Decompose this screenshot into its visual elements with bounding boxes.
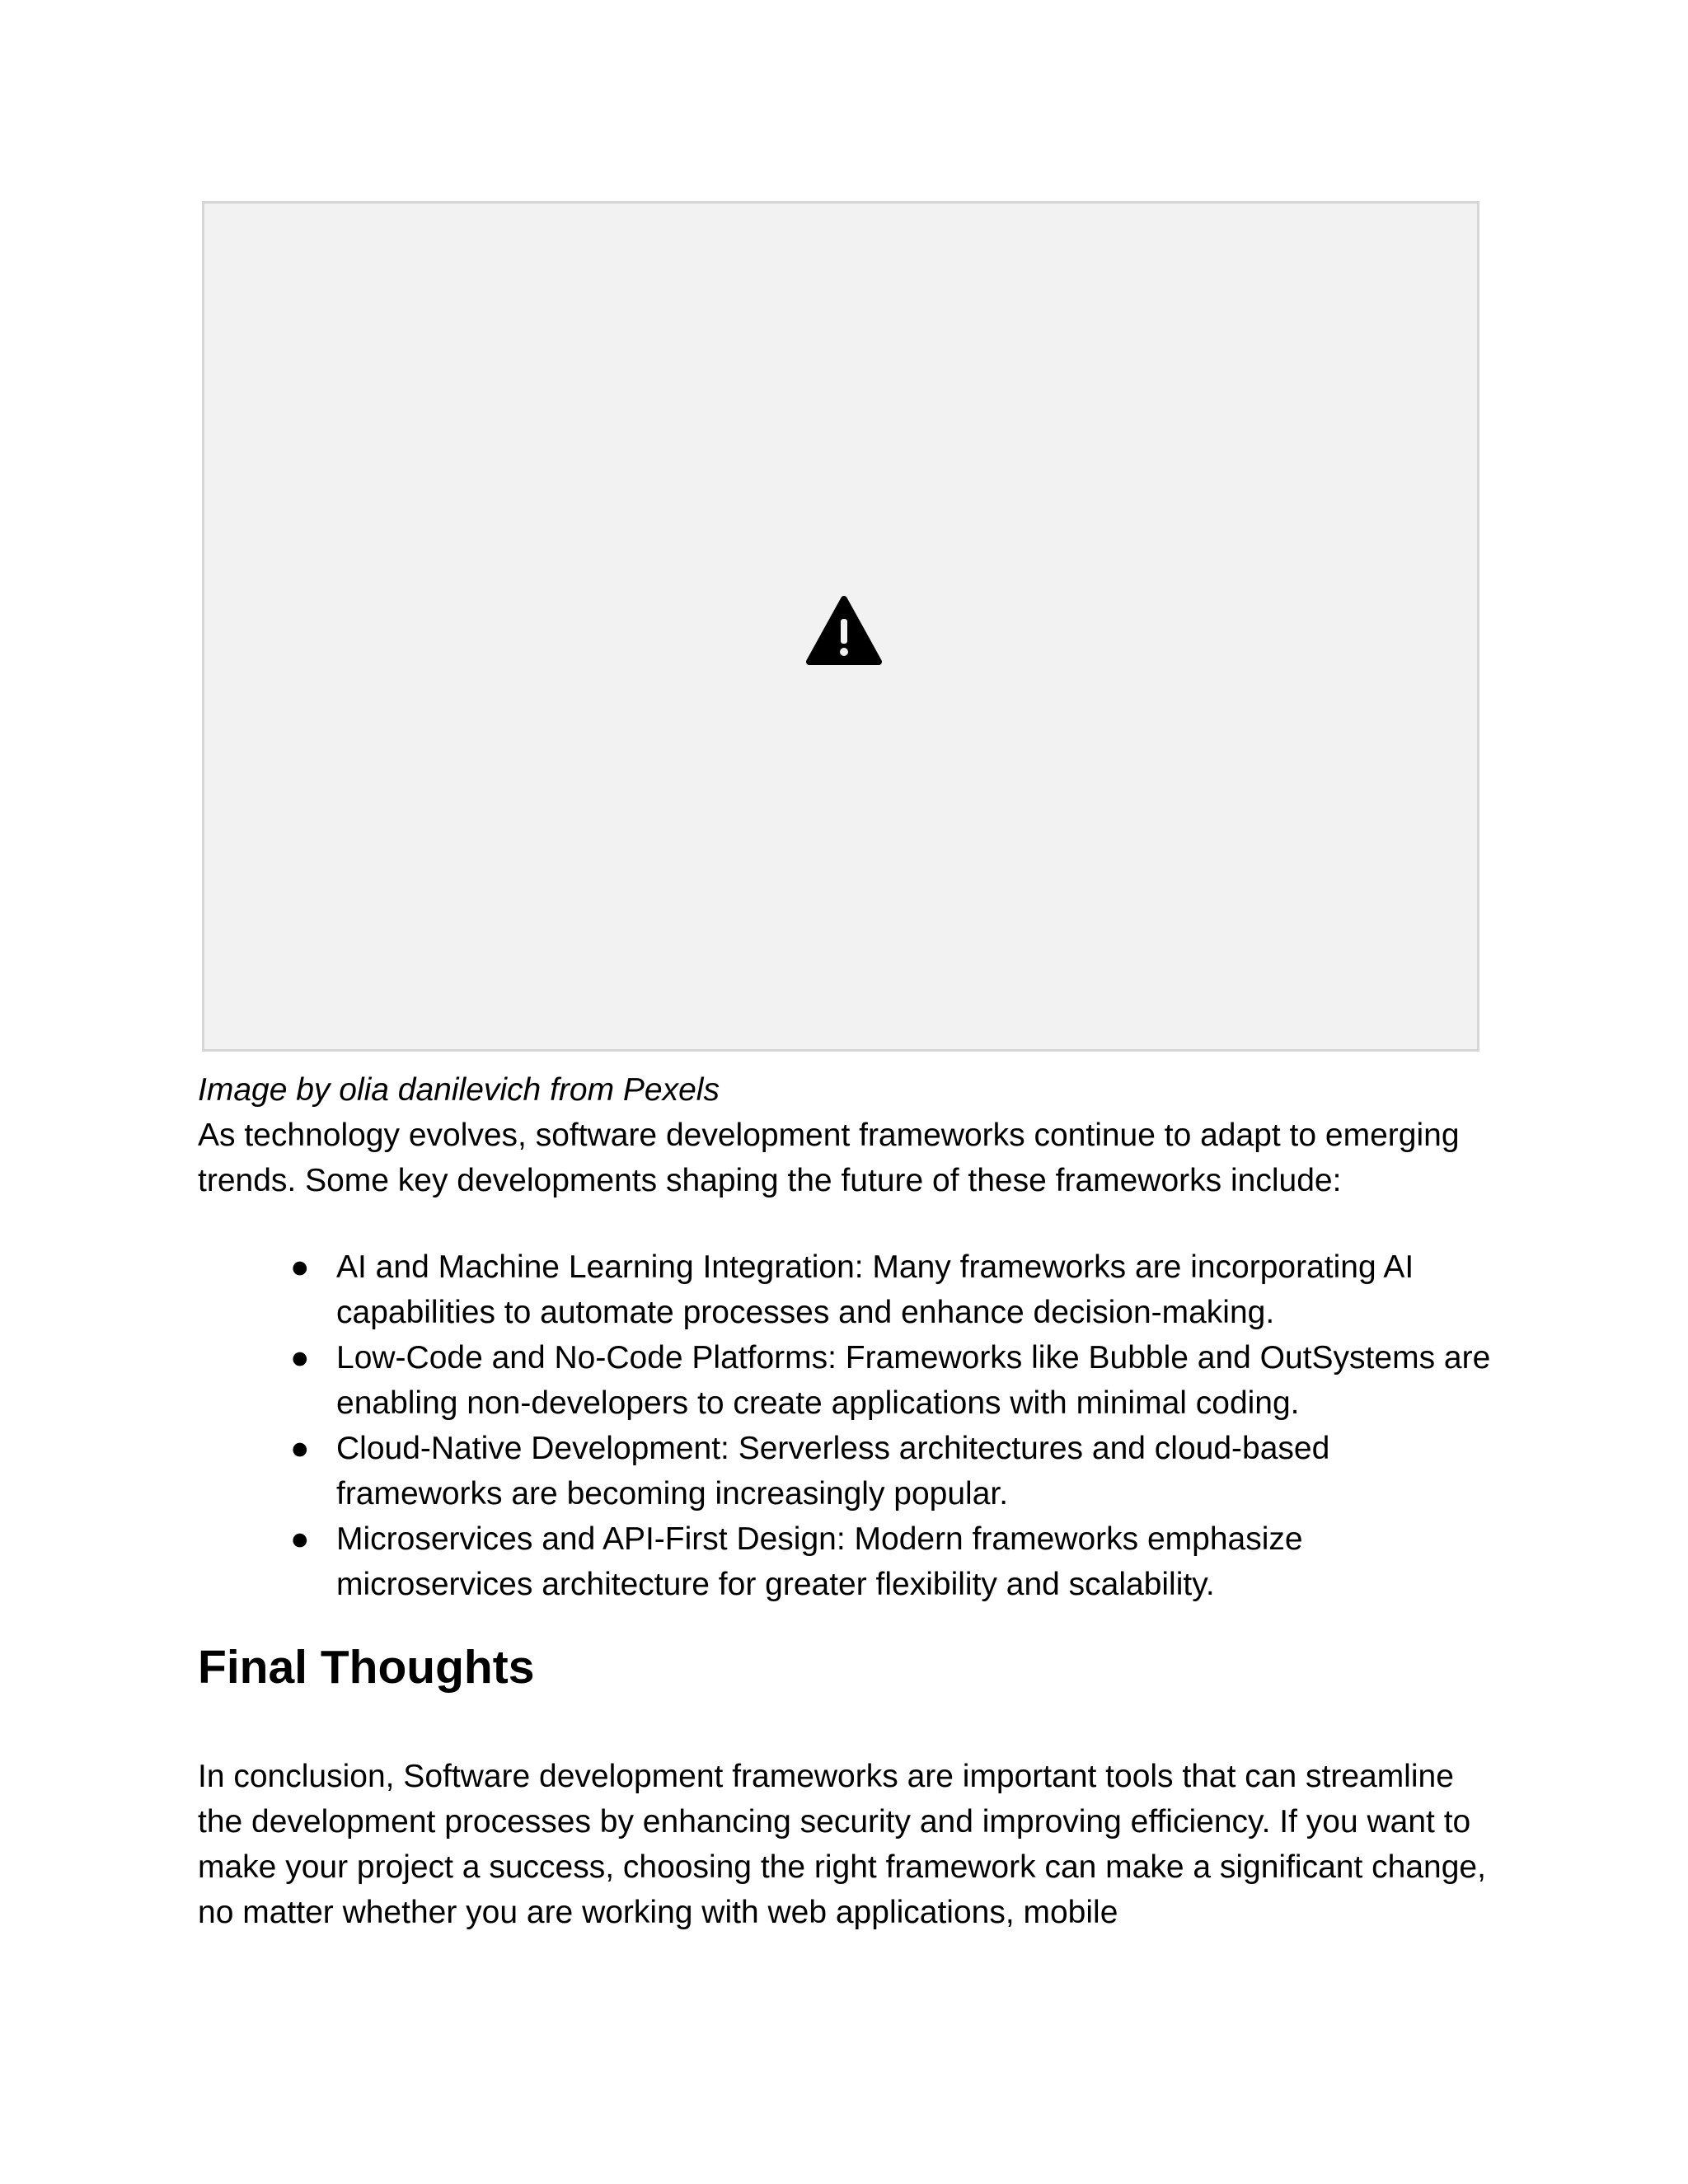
conclusion-paragraph: In conclusion, Software development frameworks are important tools that can streamline the development processes by enhancing security and improving efficiency. If you want to make your project a success, choosing the right framework can make a significant change, no matter whether you are working with web applications, mobile (198, 1759, 1486, 1930)
intro-paragraph: As technology evolves, software development frameworks continue to adapt to emerging trends. Some key developments shaping the future of these frameworks include: (198, 1118, 1460, 1198)
list-item-text: Cloud-Native Development: Serverless architectures and cloud-based frameworks are becoming increasingly popular. (336, 1431, 1330, 1511)
broken-image-placeholder (202, 201, 1479, 1052)
section-heading: Final Thoughts (198, 1641, 535, 1694)
document-body (198, 1067, 1500, 1935)
bullet-icon: ● (290, 1340, 310, 1376)
list-item-text: Low-Code and No-Code Platforms: Frameworks like Bubble and OutSystems are enabling non-developers to create applications with minimal coding. (336, 1340, 1491, 1421)
list-item-text: AI and Machine Learning Integration: Many frameworks are incorporating AI capabilities to automate processes and enhance decision-making. (336, 1249, 1414, 1330)
list-item-text: Microservices and API-First Design: Modern frameworks emphasize microservices architecture for greater flexibility and scalability. (336, 1521, 1303, 1602)
warning-icon (806, 596, 882, 665)
bullet-icon: ● (290, 1521, 310, 1557)
bullet-icon: ● (290, 1249, 310, 1285)
list-item (198, 1516, 1500, 1607)
list-item (198, 1335, 1500, 1426)
bullet-icon: ● (290, 1431, 310, 1466)
bullet-list (198, 1244, 1500, 1607)
list-item (198, 1426, 1500, 1516)
image-caption: Image by olia danilevich from Pexels (198, 1072, 720, 1108)
list-item (198, 1244, 1500, 1335)
